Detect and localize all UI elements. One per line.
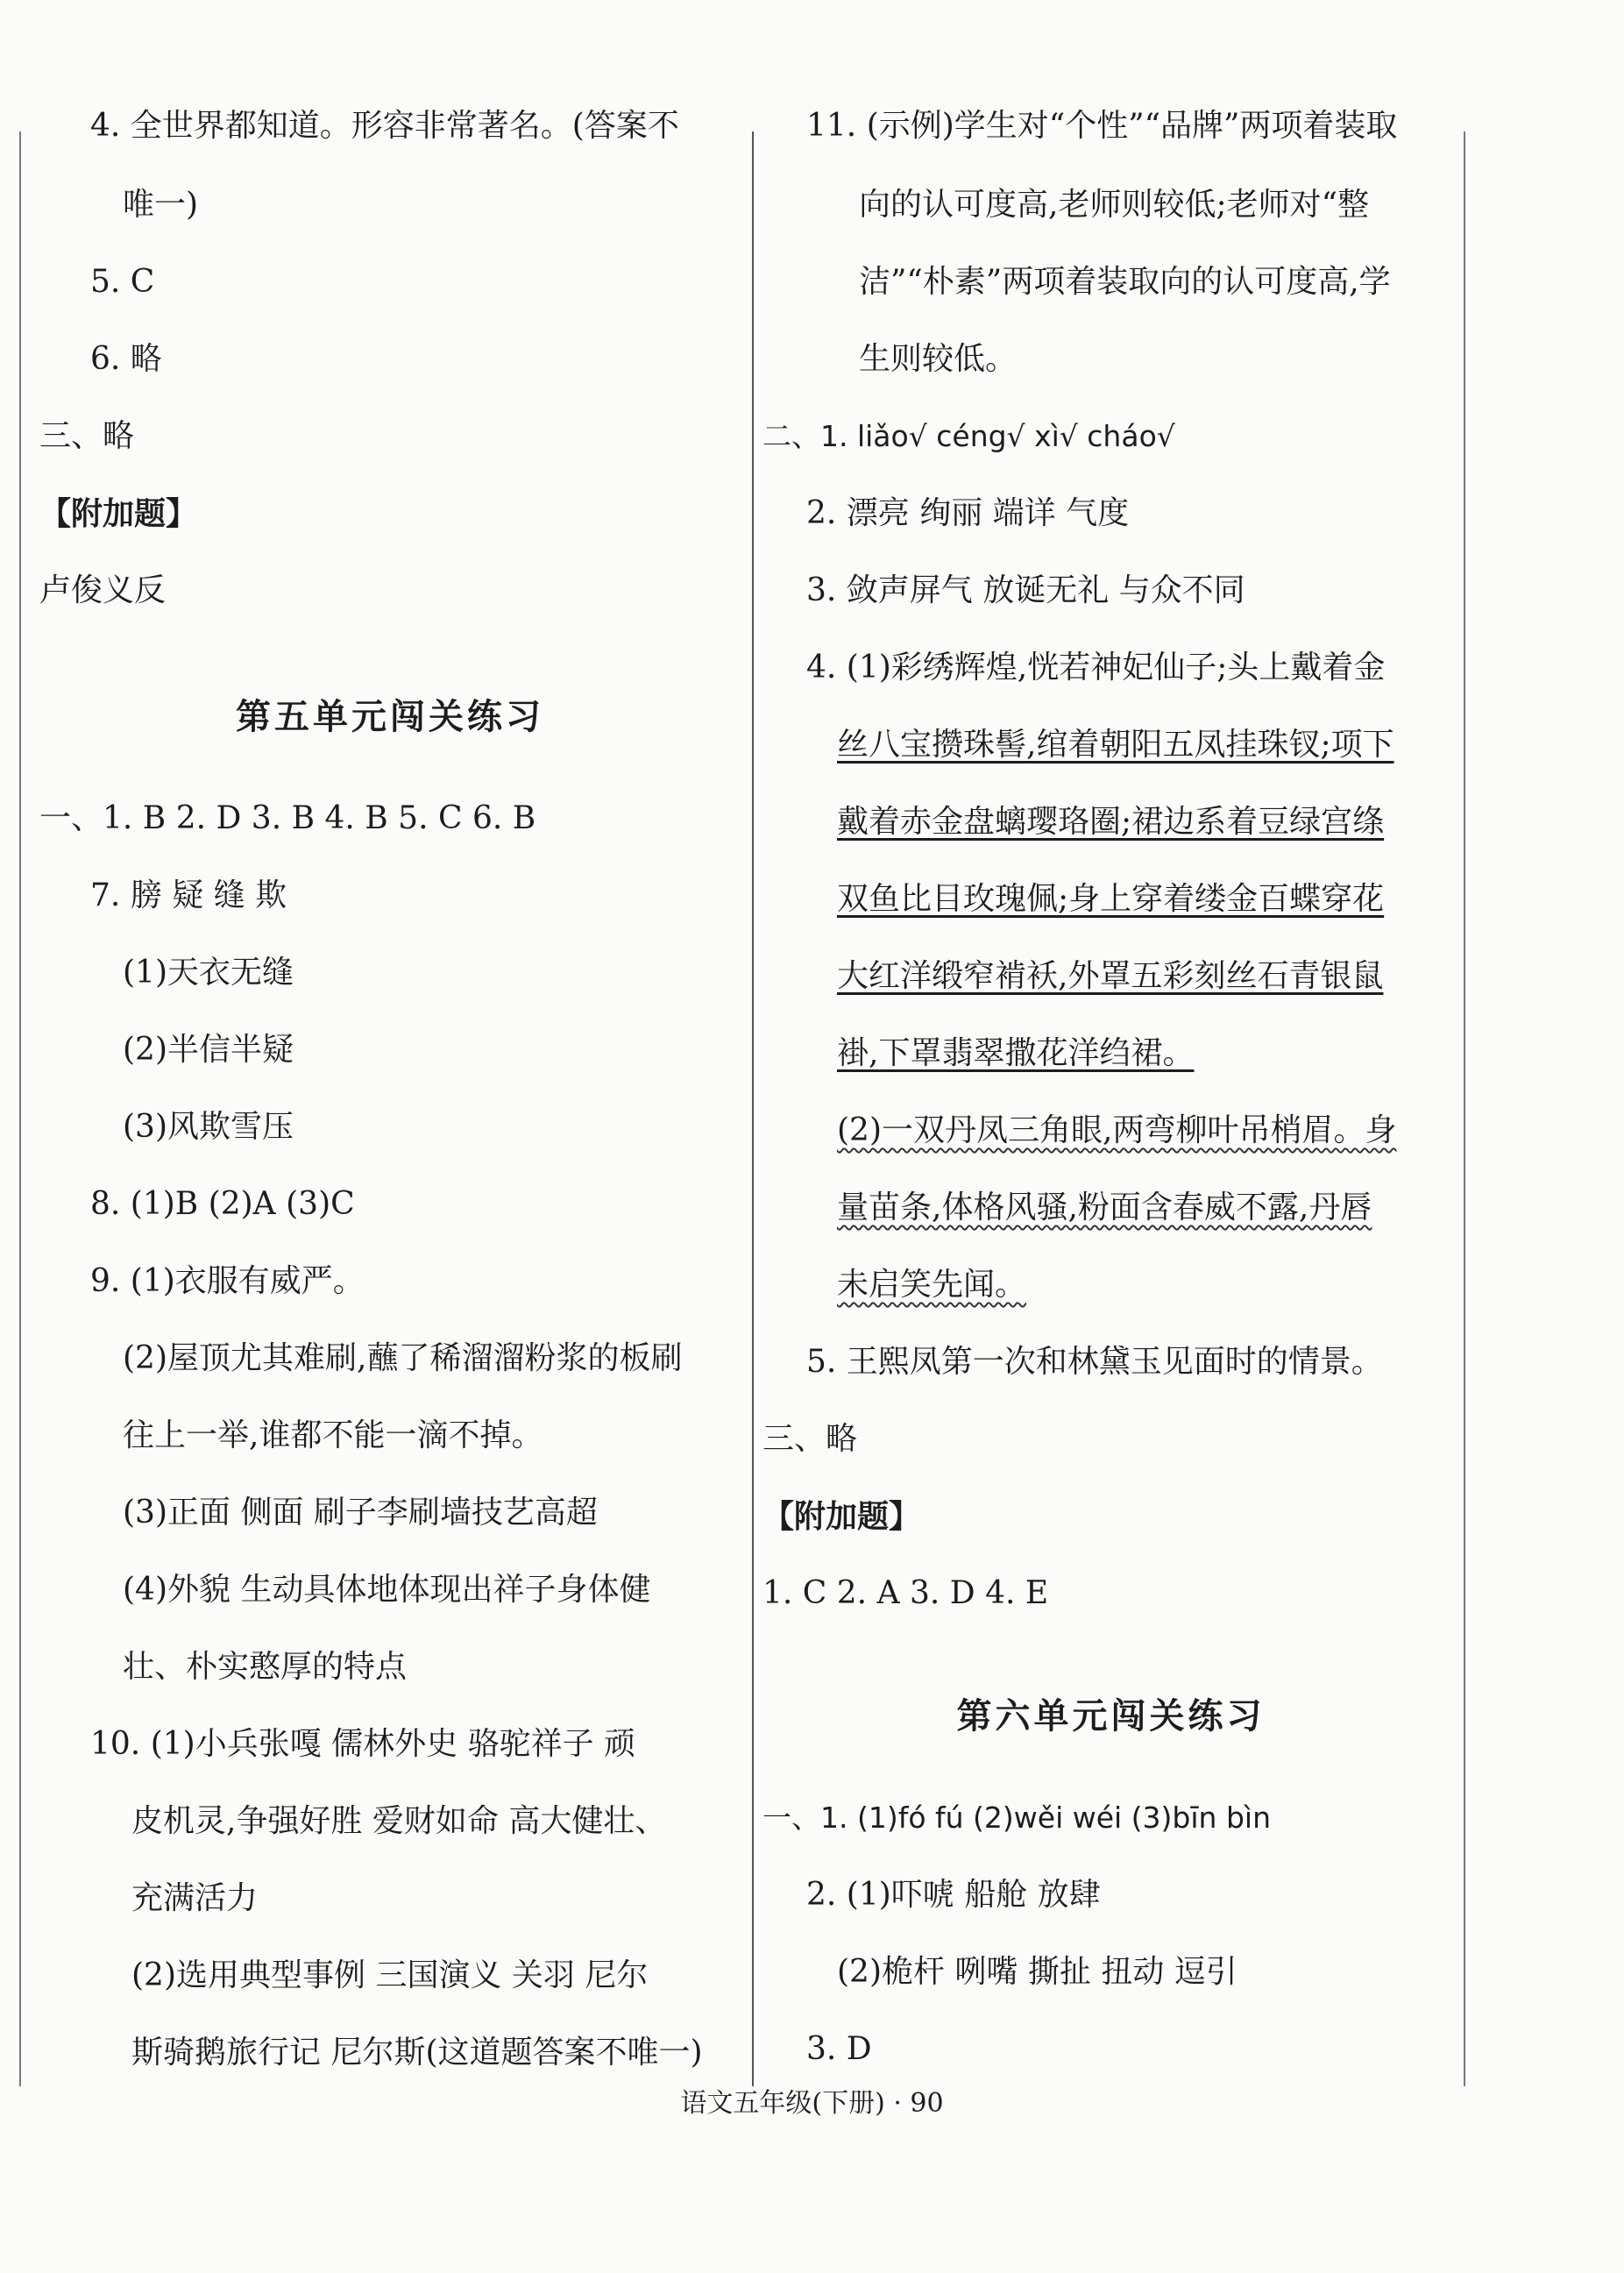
- left-edge-rule: [19, 131, 21, 2086]
- answer-line-underlined: 褂,下罩翡翠撒花洋绉裙。: [837, 1035, 1195, 1071]
- answer-line: 2. (1)吓唬 船舱 放肆: [806, 1877, 1101, 1913]
- answer-line: 三、略: [39, 418, 135, 454]
- unit6-title: 第六单元闯关练习: [956, 1695, 1266, 1737]
- answer-line-underlined: 戴着赤金盘螭璎珞圈;裙边系着豆绿宫绦: [837, 804, 1385, 840]
- answer-line: (2)屋顶尤其难刷,蘸了稀溜溜粉浆的板刷: [123, 1340, 683, 1376]
- answer-line: 壮、朴实憨厚的特点: [123, 1649, 408, 1685]
- answer-line: 5. 王熙凤第一次和林黛玉见面时的情景。: [806, 1344, 1383, 1380]
- answer-line: 皮机灵,争强好胜 爱财如命 高大健壮、: [131, 1803, 667, 1839]
- answer-prefix: 4. (1)彩绣辉煌,恍若神妃仙子;头上戴着金: [806, 650, 1386, 685]
- answer-line: 三、略: [762, 1421, 858, 1457]
- answer-line-wavy: 未启笑先闻。: [837, 1267, 1027, 1303]
- answer-line: 生则较低。: [859, 341, 1018, 377]
- answer-line-underlined: 丝八宝攒珠髻,绾着朝阳五凤挂珠钗;项下: [837, 727, 1394, 763]
- answer-line: 向的认可度高,老师则较低;老师对“整: [859, 187, 1369, 223]
- answer-line: 一、1. B 2. D 3. B 4. B 5. C 6. B: [39, 800, 536, 836]
- answer-line: 2. 漂亮 绚丽 端详 气度: [806, 495, 1130, 531]
- answer-line: (3)风欺雪压: [123, 1109, 294, 1145]
- pinyin-line: 一、1. (1)fó fú (2)wěi wéi (3)bīn bìn: [762, 1801, 1271, 1835]
- bonus-heading: 【附加题】: [39, 495, 198, 532]
- answer-line: 10. (1)小兵张嘎 儒林外史 骆驼祥子 顽: [90, 1726, 636, 1762]
- answer-line: (2)桅杆 咧嘴 撕扯 扭动 逗引: [837, 1954, 1238, 1990]
- answer-line: 1. C 2. A 3. D 4. E: [762, 1575, 1049, 1611]
- answer-line: 5. C: [90, 264, 155, 300]
- pinyin-line: 二、1. liǎo√ céng√ xì√ cháo√: [762, 419, 1175, 453]
- answer-line: (4)外貌 生动具体地体现出祥子身体健: [123, 1572, 651, 1608]
- answer-line: 9. (1)衣服有威严。: [90, 1263, 365, 1299]
- answer-line: 3. D: [806, 2031, 872, 2067]
- answer-line: 7. 膀 疑 缝 欺: [90, 877, 287, 913]
- answer-line: (1)天衣无缝: [123, 955, 294, 991]
- answer-line-underlined: 大红洋缎窄褃袄,外罩五彩刻丝石青银鼠: [837, 958, 1384, 994]
- answer-line: 3. 敛声屏气 放诞无礼 与众不同: [806, 572, 1245, 608]
- answer-line: 4. 全世界都知道。形容非常著名。(答案不: [90, 108, 679, 144]
- right-edge-rule: [1464, 131, 1465, 2086]
- answer-line: 唯一): [123, 187, 199, 223]
- answer-line: 6. 略: [90, 341, 162, 377]
- answer-line: 8. (1)B (2)A (3)C: [90, 1186, 355, 1222]
- answer-line-underlined: [806, 647, 1385, 689]
- answer-line: 11. (示例)学生对“个性”“品牌”两项着装取: [806, 108, 1398, 144]
- answer-line: (2)半信半疑: [123, 1032, 294, 1068]
- answer-line: 往上一举,谁都不能一滴不掉。: [123, 1417, 543, 1453]
- column-divider: [752, 131, 754, 2086]
- answer-line-wavy: (2)一双丹凤三角眼,两弯柳叶吊梢眉。身: [837, 1112, 1397, 1148]
- answer-line-underlined: 双鱼比目玫瑰佩;身上穿着缕金百蝶穿花: [837, 881, 1385, 917]
- page-footer: 语文五年级(下册) · 90: [680, 2088, 944, 2119]
- answer-line-wavy: 量苗条,体格风骚,粉面含春威不露,丹唇: [837, 1190, 1372, 1225]
- unit5-title: 第五单元闯关练习: [236, 696, 544, 737]
- answer-line: 洁”“朴素”两项着装取向的认可度高,学: [859, 264, 1391, 300]
- answer-line: (2)选用典型事例 三国演义 关羽 尼尔: [131, 1957, 649, 1993]
- answer-line: 斯骑鹅旅行记 尼尔斯(这道题答案不唯一): [131, 2035, 703, 2071]
- answer-line: 充满活力: [131, 1880, 259, 1916]
- answer-line: (3)正面 侧面 刷子李刷墙技艺高超: [123, 1495, 598, 1531]
- answer-line: 卢俊义反: [39, 572, 167, 608]
- bonus-heading: 【附加题】: [762, 1498, 921, 1535]
